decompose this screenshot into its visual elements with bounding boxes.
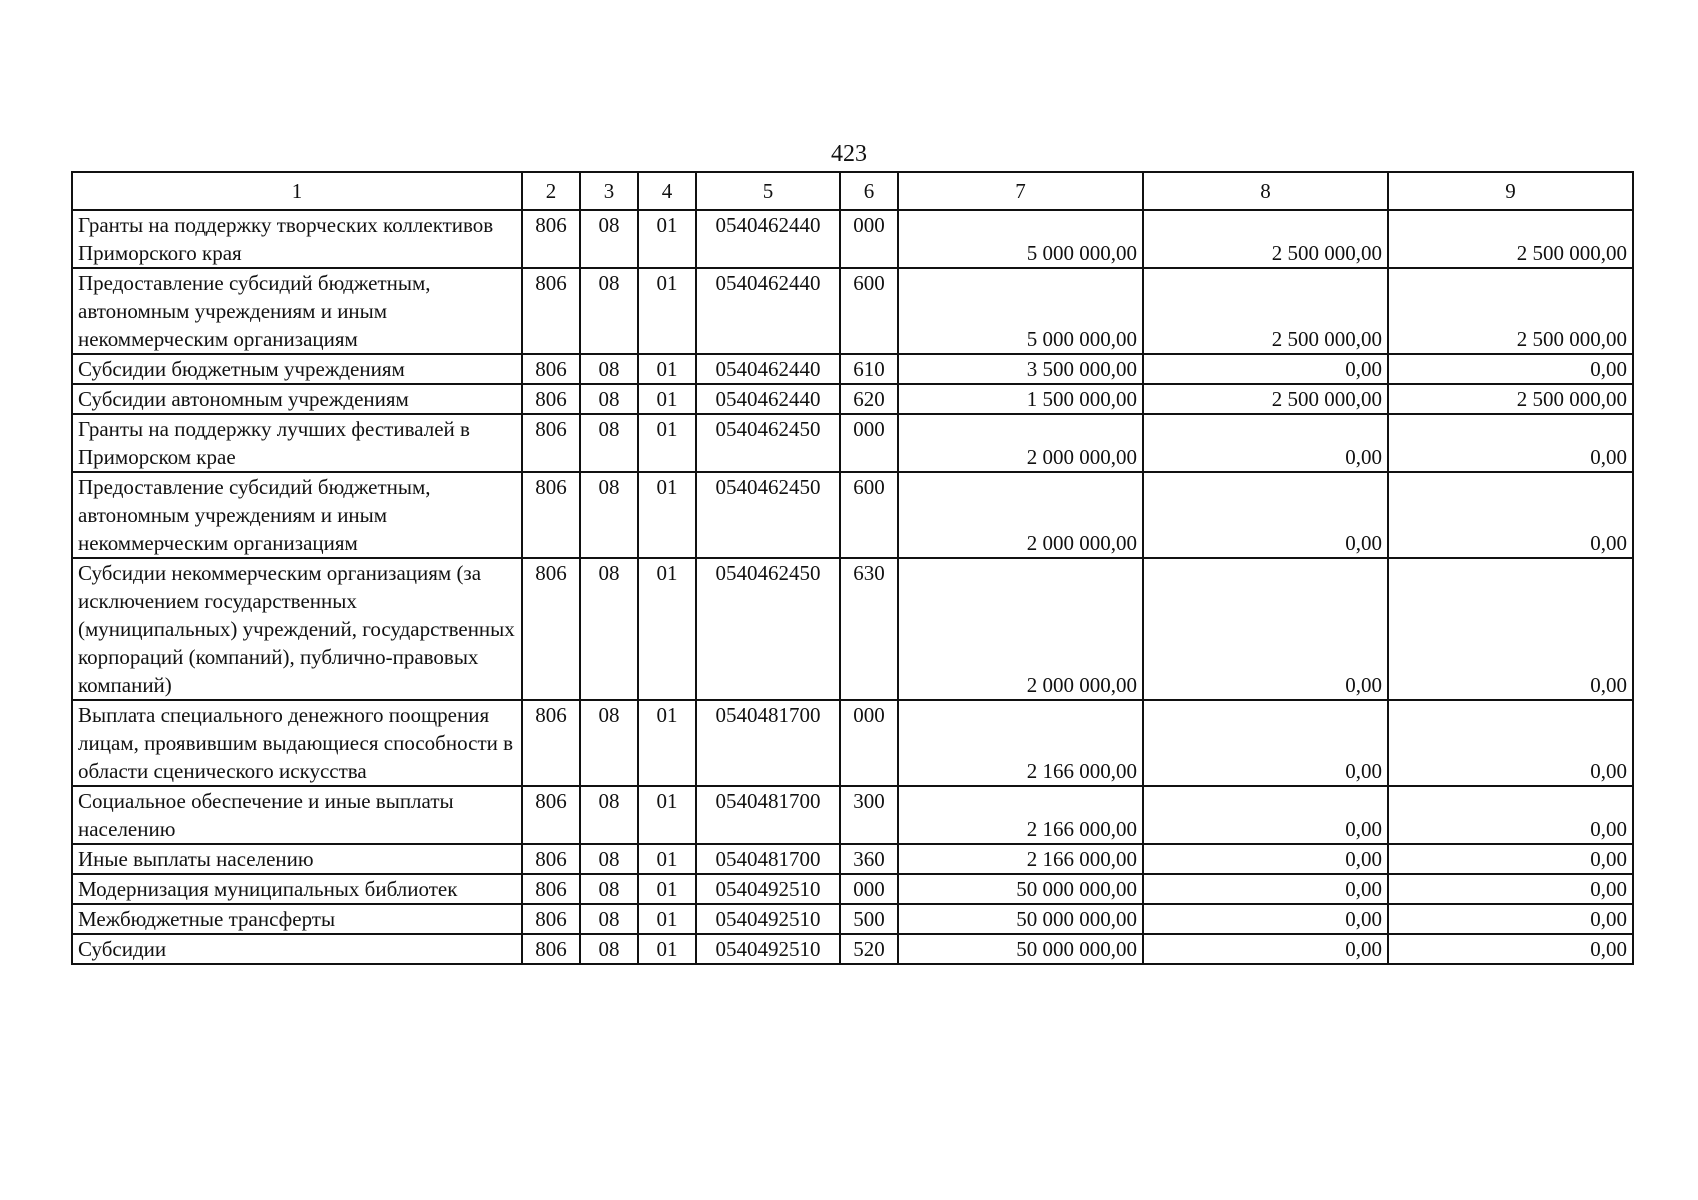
row-code-3-cell: 08 — [580, 844, 638, 874]
row-code-4-cell: 01 — [638, 874, 696, 904]
row-code-2-cell: 806 — [522, 384, 580, 414]
row-code-6-cell: 630 — [840, 558, 898, 700]
row-amount-8-cell: 0,00 — [1143, 354, 1388, 384]
row-code-6-cell: 520 — [840, 934, 898, 964]
row-amount-9-cell: 0,00 — [1388, 934, 1633, 964]
row-code-5-cell: 0540462440 — [696, 210, 840, 268]
row-amount-9-cell: 0,00 — [1388, 874, 1633, 904]
row-amount-8-cell: 2 500 000,00 — [1143, 268, 1388, 354]
table-row — [72, 472, 1633, 558]
row-code-4-cell: 01 — [638, 210, 696, 268]
row-amount-8-cell: 0,00 — [1143, 844, 1388, 874]
row-amount-7-cell: 2 000 000,00 — [898, 414, 1143, 472]
row-name-cell: Межбюджетные трансферты — [72, 904, 522, 934]
row-code-2-cell: 806 — [522, 874, 580, 904]
row-code-5-cell: 0540492510 — [696, 934, 840, 964]
row-code-4-cell: 01 — [638, 700, 696, 786]
col-header-5: 5 — [696, 172, 840, 210]
row-amount-9-cell: 2 500 000,00 — [1388, 384, 1633, 414]
col-header-4: 4 — [638, 172, 696, 210]
row-amount-9-cell: 2 500 000,00 — [1388, 268, 1633, 354]
row-code-6-cell: 600 — [840, 268, 898, 354]
row-name-cell: Субсидии бюджетным учреждениям — [72, 354, 522, 384]
row-amount-8-cell: 0,00 — [1143, 786, 1388, 844]
row-amount-9-cell: 2 500 000,00 — [1388, 210, 1633, 268]
row-code-4-cell: 01 — [638, 844, 696, 874]
row-code-3-cell: 08 — [580, 210, 638, 268]
col-header-9: 9 — [1388, 172, 1633, 210]
row-code-2-cell: 806 — [522, 786, 580, 844]
row-amount-8-cell: 2 500 000,00 — [1143, 384, 1388, 414]
row-code-4-cell: 01 — [638, 786, 696, 844]
row-amount-8-cell: 0,00 — [1143, 414, 1388, 472]
row-code-4-cell: 01 — [638, 472, 696, 558]
row-name-cell: Гранты на поддержку творческих коллективов Приморского края — [72, 210, 522, 268]
table-row — [72, 934, 1633, 964]
col-header-7: 7 — [898, 172, 1143, 210]
row-amount-8-cell: 0,00 — [1143, 700, 1388, 786]
table-row — [72, 700, 1633, 786]
row-code-4-cell: 01 — [638, 354, 696, 384]
row-name-cell: Субсидии некоммерческим организациям (за исключением государственных (муниципальных) учреждений, государственных корпораций (компаний), публично-правовых компаний) — [72, 558, 522, 700]
page-number: 423 — [831, 141, 867, 167]
row-code-5-cell: 0540481700 — [696, 844, 840, 874]
row-amount-9-cell: 0,00 — [1388, 472, 1633, 558]
row-amount-7-cell: 2 166 000,00 — [898, 844, 1143, 874]
row-code-4-cell: 01 — [638, 934, 696, 964]
row-amount-7-cell: 50 000 000,00 — [898, 934, 1143, 964]
row-code-6-cell: 600 — [840, 472, 898, 558]
row-code-3-cell: 08 — [580, 904, 638, 934]
row-code-2-cell: 806 — [522, 844, 580, 874]
row-code-4-cell: 01 — [638, 414, 696, 472]
row-code-2-cell: 806 — [522, 268, 580, 354]
table-row — [72, 384, 1633, 414]
row-name-cell: Социальное обеспечение и иные выплаты населению — [72, 786, 522, 844]
row-amount-9-cell: 0,00 — [1388, 700, 1633, 786]
row-code-6-cell: 000 — [840, 414, 898, 472]
col-header-1: 1 — [72, 172, 522, 210]
row-name-cell: Предоставление субсидий бюджетным, автономным учреждениям и иным некоммерческим организациям — [72, 268, 522, 354]
row-amount-7-cell: 2 166 000,00 — [898, 786, 1143, 844]
row-amount-8-cell: 0,00 — [1143, 874, 1388, 904]
row-code-5-cell: 0540492510 — [696, 874, 840, 904]
table-row — [72, 904, 1633, 934]
row-amount-7-cell: 2 000 000,00 — [898, 472, 1143, 558]
row-code-6-cell: 000 — [840, 210, 898, 268]
row-name-cell: Гранты на поддержку лучших фестивалей в Приморском крае — [72, 414, 522, 472]
row-code-3-cell: 08 — [580, 384, 638, 414]
row-amount-9-cell: 0,00 — [1388, 414, 1633, 472]
row-amount-7-cell: 50 000 000,00 — [898, 874, 1143, 904]
row-code-5-cell: 0540462450 — [696, 472, 840, 558]
row-code-5-cell: 0540462440 — [696, 354, 840, 384]
row-code-5-cell: 0540481700 — [696, 786, 840, 844]
row-amount-7-cell: 2 166 000,00 — [898, 700, 1143, 786]
row-code-5-cell: 0540462440 — [696, 268, 840, 354]
row-code-6-cell: 360 — [840, 844, 898, 874]
header-row — [72, 172, 1633, 210]
row-code-5-cell: 0540481700 — [696, 700, 840, 786]
row-code-4-cell: 01 — [638, 268, 696, 354]
row-name-cell: Выплата специального денежного поощрения лицам, проявившим выдающиеся способности в области сценического искусства — [72, 700, 522, 786]
row-code-5-cell: 0540462440 — [696, 384, 840, 414]
row-code-6-cell: 610 — [840, 354, 898, 384]
row-code-4-cell: 01 — [638, 384, 696, 414]
row-code-6-cell: 300 — [840, 786, 898, 844]
table-row — [72, 210, 1633, 268]
row-code-4-cell: 01 — [638, 558, 696, 700]
row-amount-8-cell: 0,00 — [1143, 934, 1388, 964]
row-name-cell: Предоставление субсидий бюджетным, автономным учреждениям и иным некоммерческим организациям — [72, 472, 522, 558]
row-amount-7-cell: 5 000 000,00 — [898, 268, 1143, 354]
row-code-3-cell: 08 — [580, 558, 638, 700]
row-amount-9-cell: 0,00 — [1388, 354, 1633, 384]
col-header-8: 8 — [1143, 172, 1388, 210]
row-amount-9-cell: 0,00 — [1388, 904, 1633, 934]
table-row — [72, 558, 1633, 700]
row-code-3-cell: 08 — [580, 268, 638, 354]
row-amount-8-cell: 2 500 000,00 — [1143, 210, 1388, 268]
row-amount-9-cell: 0,00 — [1388, 844, 1633, 874]
row-code-6-cell: 000 — [840, 700, 898, 786]
table-row — [72, 354, 1633, 384]
row-amount-8-cell: 0,00 — [1143, 472, 1388, 558]
row-code-3-cell: 08 — [580, 786, 638, 844]
table-body — [72, 210, 1633, 964]
row-code-2-cell: 806 — [522, 354, 580, 384]
row-amount-7-cell: 2 000 000,00 — [898, 558, 1143, 700]
row-code-3-cell: 08 — [580, 472, 638, 558]
row-name-cell: Субсидии автономным учреждениям — [72, 384, 522, 414]
row-amount-7-cell: 3 500 000,00 — [898, 354, 1143, 384]
row-amount-8-cell: 0,00 — [1143, 904, 1388, 934]
col-header-3: 3 — [580, 172, 638, 210]
row-code-3-cell: 08 — [580, 700, 638, 786]
row-code-5-cell: 0540492510 — [696, 904, 840, 934]
row-code-2-cell: 806 — [522, 700, 580, 786]
row-amount-7-cell: 5 000 000,00 — [898, 210, 1143, 268]
row-code-3-cell: 08 — [580, 934, 638, 964]
row-code-2-cell: 806 — [522, 414, 580, 472]
row-code-3-cell: 08 — [580, 354, 638, 384]
col-header-2: 2 — [522, 172, 580, 210]
row-amount-9-cell: 0,00 — [1388, 558, 1633, 700]
row-amount-9-cell: 0,00 — [1388, 786, 1633, 844]
row-name-cell: Иные выплаты населению — [72, 844, 522, 874]
row-code-2-cell: 806 — [522, 934, 580, 964]
table-row — [72, 844, 1633, 874]
row-code-5-cell: 0540462450 — [696, 414, 840, 472]
row-code-2-cell: 806 — [522, 210, 580, 268]
row-code-6-cell: 620 — [840, 384, 898, 414]
row-name-cell: Модернизация муниципальных библиотек — [72, 874, 522, 904]
table-row — [72, 786, 1633, 844]
budget-table — [71, 171, 1634, 965]
row-code-2-cell: 806 — [522, 904, 580, 934]
table-row — [72, 414, 1633, 472]
row-code-4-cell: 01 — [638, 904, 696, 934]
table-row — [72, 268, 1633, 354]
row-code-2-cell: 806 — [522, 558, 580, 700]
row-code-3-cell: 08 — [580, 414, 638, 472]
row-code-5-cell: 0540462450 — [696, 558, 840, 700]
row-name-cell: Субсидии — [72, 934, 522, 964]
row-amount-8-cell: 0,00 — [1143, 558, 1388, 700]
row-code-3-cell: 08 — [580, 874, 638, 904]
row-code-2-cell: 806 — [522, 472, 580, 558]
row-code-6-cell: 500 — [840, 904, 898, 934]
row-amount-7-cell: 1 500 000,00 — [898, 384, 1143, 414]
col-header-6: 6 — [840, 172, 898, 210]
row-code-6-cell: 000 — [840, 874, 898, 904]
table-row — [72, 874, 1633, 904]
row-amount-7-cell: 50 000 000,00 — [898, 904, 1143, 934]
